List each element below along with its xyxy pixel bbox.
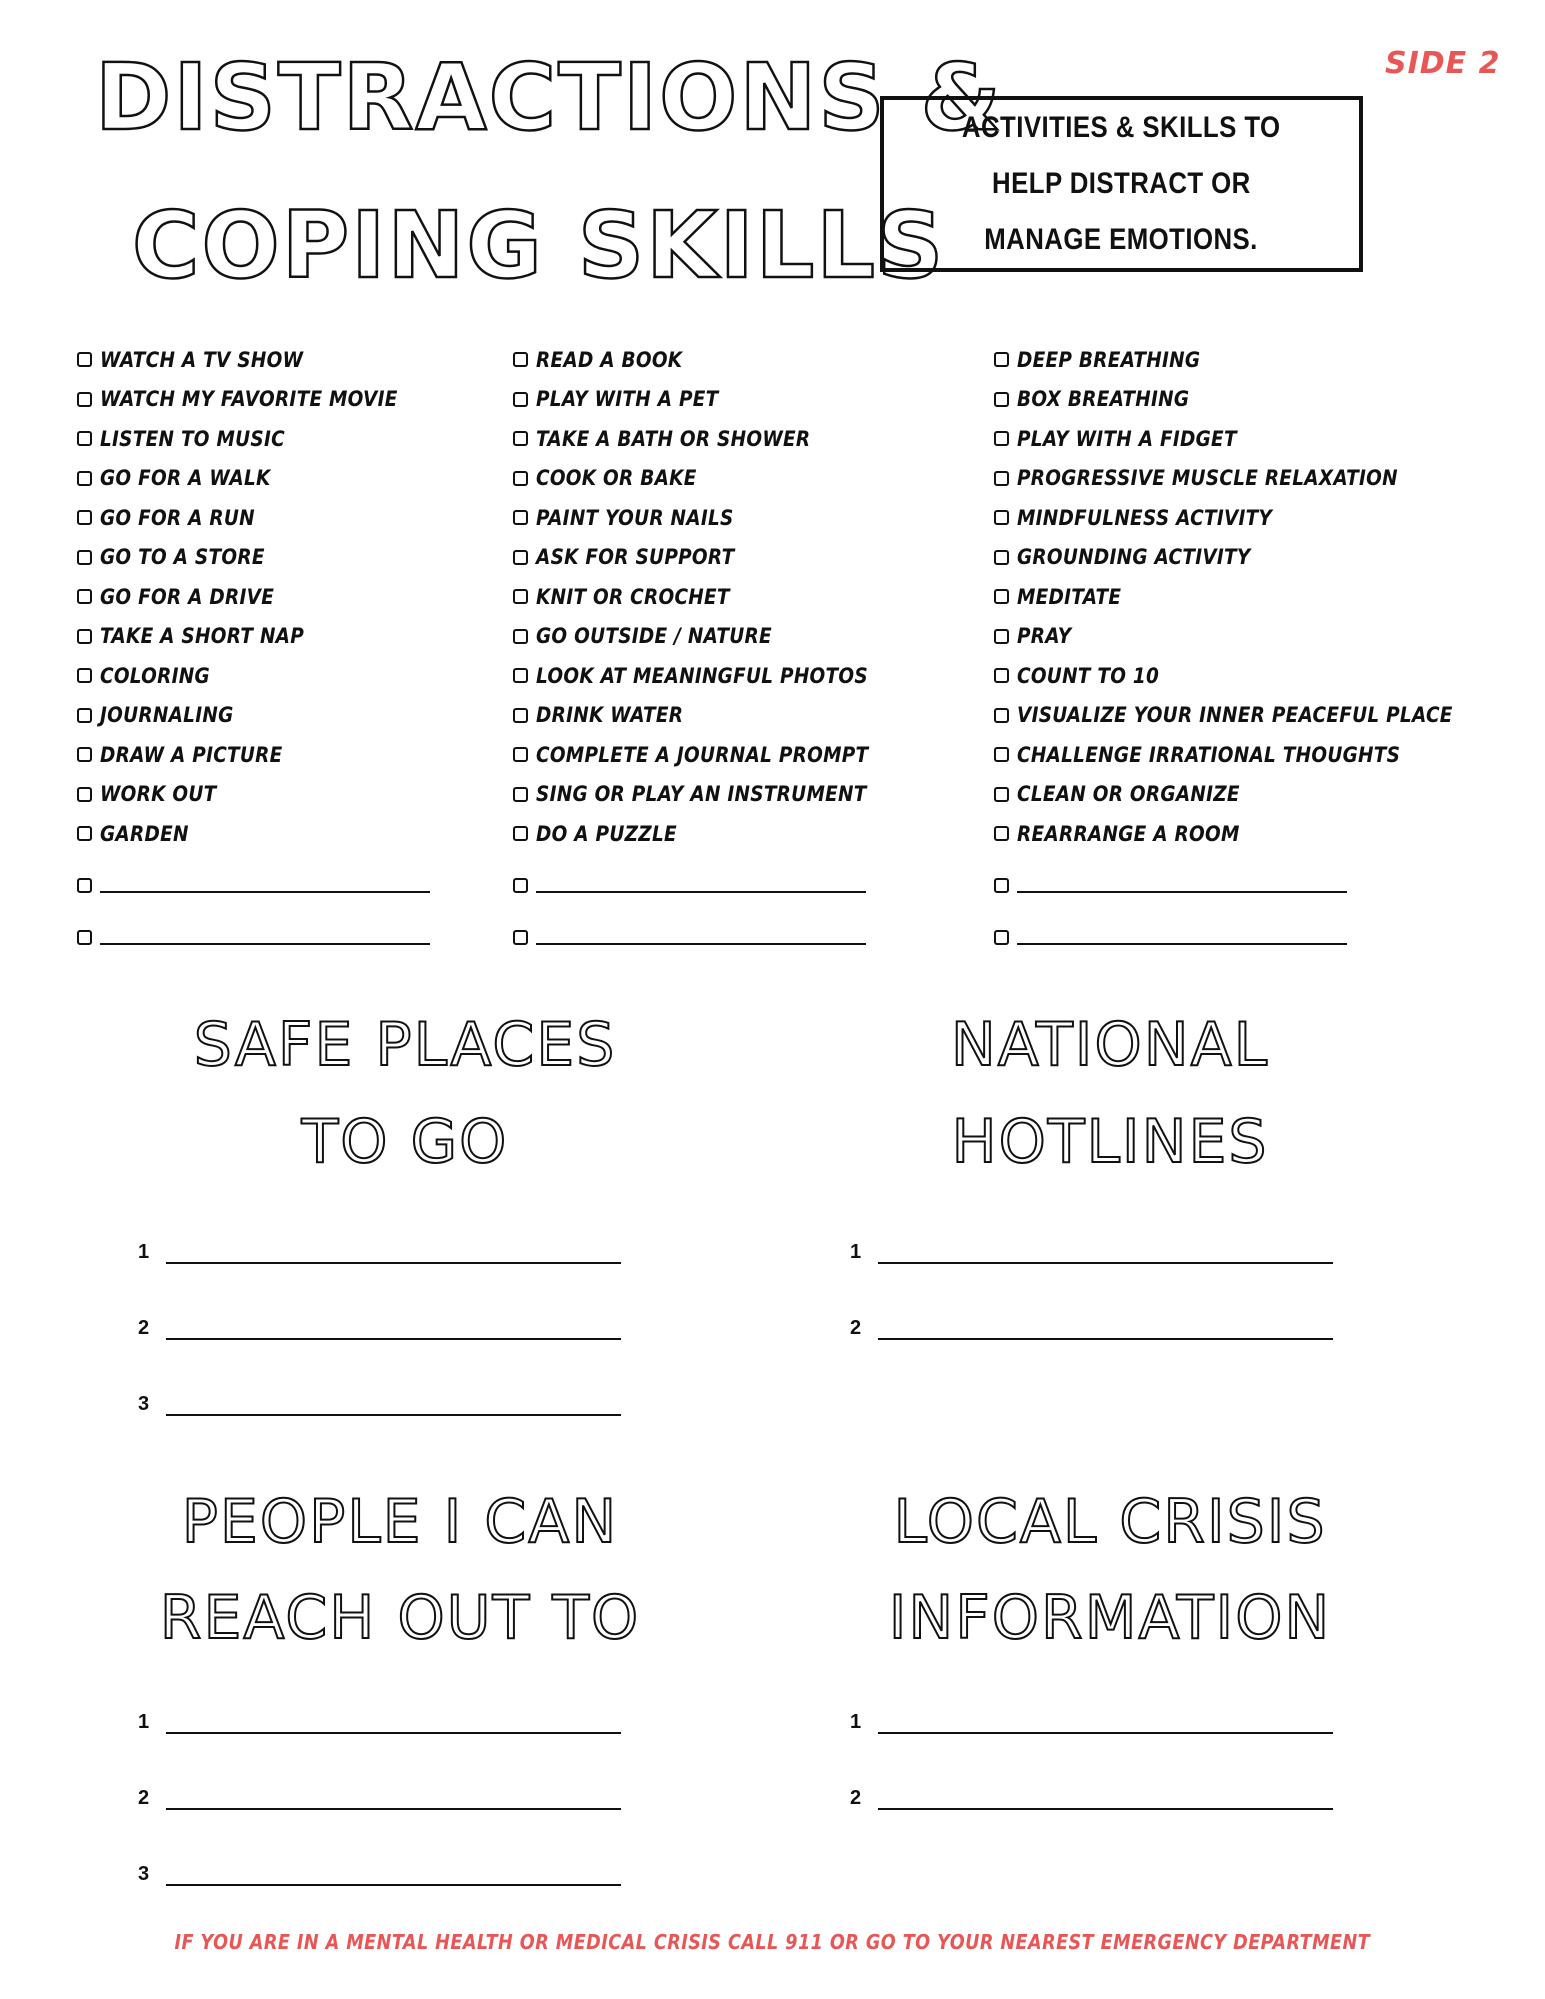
checkbox-icon[interactable] [513, 787, 528, 802]
checklist-column-3 [994, 340, 1512, 945]
checklist-item[interactable]: GROUNDING ACTIVITY [994, 538, 1512, 578]
info-box [880, 96, 1363, 272]
side-label: SIDE 2 [1385, 46, 1501, 81]
local-crisis-title-line-1: LOCAL CRISIS [893, 1487, 1327, 1557]
write-in-line[interactable] [1017, 863, 1347, 893]
checkbox-icon[interactable] [994, 431, 1009, 446]
local-crisis-entry[interactable]: 1 [850, 1710, 1333, 1734]
checkbox-icon[interactable] [513, 747, 528, 762]
safe-place-entry[interactable]: 2 [138, 1316, 621, 1340]
checkbox-icon[interactable] [994, 668, 1009, 683]
write-in-line[interactable] [100, 915, 430, 945]
info-box-line: MANAGE EMOTIONS. [984, 223, 1259, 256]
write-in-line[interactable] [536, 863, 866, 893]
people-title-line-1: PEOPLE I CAN [181, 1487, 619, 1557]
checkbox-icon[interactable] [994, 392, 1009, 407]
checkbox-icon[interactable] [77, 510, 92, 525]
checkbox-icon[interactable] [77, 589, 92, 604]
checklist-item[interactable]: WATCH A TV SHOW [77, 340, 438, 380]
checklist-item[interactable]: LOOK AT MEANINGFUL PHOTOS [513, 656, 914, 696]
checklist-item[interactable]: CHALLENGE IRRATIONAL THOUGHTS [994, 735, 1512, 775]
checkbox-icon[interactable] [77, 787, 92, 802]
write-in-line[interactable] [166, 1392, 621, 1416]
write-in-line[interactable] [878, 1786, 1333, 1810]
local-crisis-title-line-2: INFORMATION [888, 1583, 1332, 1653]
checklist-item[interactable]: PLAY WITH A PET [513, 380, 914, 420]
crisis-footer-note: IF YOU ARE IN A MENTAL HEALTH OR MEDICAL CRISIS CALL 911 OR GO TO YOUR NEAREST EMERGENCY DEPARTMENT [174, 1930, 1371, 1954]
write-in-line[interactable] [536, 915, 866, 945]
people-title-line-2: REACH OUT TO [159, 1583, 641, 1653]
write-in-line[interactable] [100, 863, 430, 893]
checkbox-icon[interactable] [994, 787, 1009, 802]
checklist-item[interactable]: COLORING [77, 656, 438, 696]
checklist-blank-item[interactable] [994, 905, 1512, 945]
checkbox-icon[interactable] [513, 878, 528, 893]
checklist-item[interactable]: REARRANGE A ROOM [994, 814, 1512, 854]
checkbox-icon[interactable] [994, 878, 1009, 893]
write-in-line[interactable] [166, 1786, 621, 1810]
checkbox-icon[interactable] [77, 392, 92, 407]
checkbox-icon[interactable] [994, 930, 1009, 945]
checkbox-icon[interactable] [513, 510, 528, 525]
checklist-item[interactable]: BOX BREATHING [994, 380, 1512, 420]
checklist-item[interactable]: PRAY [994, 617, 1512, 657]
checkbox-icon[interactable] [994, 629, 1009, 644]
checklist-item[interactable]: PLAY WITH A FIDGET [994, 419, 1512, 459]
safe-place-entry[interactable]: 3 [138, 1392, 621, 1416]
checklist-item[interactable]: DEEP BREATHING [994, 340, 1512, 380]
info-box-line: ACTIVITIES & SKILLS TO [962, 111, 1281, 144]
checkbox-icon[interactable] [77, 352, 92, 367]
checklist-item[interactable]: DRINK WATER [513, 696, 914, 736]
checklist-column-1 [77, 340, 438, 945]
checklist-column-2 [513, 340, 914, 945]
checkbox-icon[interactable] [513, 352, 528, 367]
checklist-blank-item[interactable] [994, 854, 1512, 894]
checkbox-icon[interactable] [513, 708, 528, 723]
checklist-item[interactable]: DRAW A PICTURE [77, 735, 438, 775]
checkbox-icon[interactable] [513, 826, 528, 841]
checkbox-icon[interactable] [994, 589, 1009, 604]
write-in-line[interactable] [878, 1316, 1333, 1340]
title-line-2: COPING SKILLS [132, 192, 946, 299]
checkbox-icon[interactable] [77, 550, 92, 565]
checklist-item[interactable]: PAINT YOUR NAILS [513, 498, 914, 538]
checklist-item[interactable]: JOURNALING [77, 696, 438, 736]
checkbox-icon[interactable] [513, 589, 528, 604]
checkbox-icon[interactable] [77, 471, 92, 486]
local-crisis-entry[interactable]: 2 [850, 1786, 1333, 1810]
contact-entry[interactable]: 2 [138, 1786, 621, 1810]
checklist-item[interactable]: SING OR PLAY AN INSTRUMENT [513, 775, 914, 815]
write-in-line[interactable] [166, 1710, 621, 1734]
checklist-item[interactable]: TAKE A BATH OR SHOWER [513, 419, 914, 459]
safe-place-entry[interactable]: 1 [138, 1240, 621, 1264]
checklist-item[interactable]: DO A PUZZLE [513, 814, 914, 854]
checkbox-icon[interactable] [513, 392, 528, 407]
checklist-item[interactable]: MEDITATE [994, 577, 1512, 617]
checkbox-icon[interactable] [77, 747, 92, 762]
checkbox-icon[interactable] [513, 550, 528, 565]
checkbox-icon[interactable] [77, 878, 92, 893]
hotlines-title-line-1: NATIONAL [950, 1010, 1270, 1080]
checklist-item[interactable]: GO TO A STORE [77, 538, 438, 578]
write-in-line[interactable] [166, 1316, 621, 1340]
safe-places-title-line-1: SAFE PLACES [193, 1010, 617, 1080]
checklist-item[interactable]: GO FOR A DRIVE [77, 577, 438, 617]
contact-entry[interactable]: 1 [138, 1710, 621, 1734]
checklist-blank-item[interactable] [513, 905, 914, 945]
checkbox-icon[interactable] [513, 431, 528, 446]
checkbox-icon[interactable] [994, 826, 1009, 841]
hotline-entry[interactable]: 2 [850, 1316, 1333, 1340]
checkbox-icon[interactable] [994, 747, 1009, 762]
checkbox-icon[interactable] [513, 668, 528, 683]
write-in-line[interactable] [878, 1240, 1333, 1264]
safe-places-title-line-2: TO GO [301, 1107, 509, 1177]
info-box-line: HELP DISTRACT OR [992, 167, 1251, 200]
checklist-item[interactable]: PROGRESSIVE MUSCLE RELAXATION [994, 459, 1512, 499]
contact-entry[interactable]: 3 [138, 1862, 621, 1886]
hotline-entry[interactable]: 1 [850, 1240, 1333, 1264]
checkbox-icon[interactable] [513, 471, 528, 486]
checklist-item[interactable]: LISTEN TO MUSIC [77, 419, 438, 459]
checklist-item[interactable]: GARDEN [77, 814, 438, 854]
checklist-item[interactable]: TAKE A SHORT NAP [77, 617, 438, 657]
checklist-item[interactable]: KNIT OR CROCHET [513, 577, 914, 617]
checkbox-icon[interactable] [994, 550, 1009, 565]
checklist-item[interactable]: WORK OUT [77, 775, 438, 815]
checkbox-icon[interactable] [513, 629, 528, 644]
checklist-blank-item[interactable] [77, 854, 438, 894]
checkbox-icon[interactable] [77, 930, 92, 945]
write-in-line[interactable] [1017, 915, 1347, 945]
write-in-line[interactable] [878, 1710, 1333, 1734]
hotlines-title-line-2: HOTLINES [951, 1107, 1269, 1177]
checkbox-icon[interactable] [994, 352, 1009, 367]
checklist-blank-item[interactable] [77, 905, 438, 945]
checklist-blank-item[interactable] [513, 854, 914, 894]
checkbox-icon[interactable] [77, 826, 92, 841]
checkbox-icon[interactable] [77, 668, 92, 683]
checklist-item[interactable]: COMPLETE A JOURNAL PROMPT [513, 735, 914, 775]
title-line-1: DISTRACTIONS & [95, 44, 1003, 151]
checkbox-icon[interactable] [77, 629, 92, 644]
write-in-line[interactable] [166, 1862, 621, 1886]
checklist-item[interactable]: WATCH MY FAVORITE MOVIE [77, 380, 438, 420]
checkbox-icon[interactable] [77, 431, 92, 446]
checkbox-icon[interactable] [77, 708, 92, 723]
checklist-item[interactable]: COUNT TO 10 [994, 656, 1512, 696]
checkbox-icon[interactable] [513, 930, 528, 945]
checklist-item[interactable]: CLEAN OR ORGANIZE [994, 775, 1512, 815]
checklist-item[interactable]: MINDFULNESS ACTIVITY [994, 498, 1512, 538]
checkbox-icon[interactable] [994, 708, 1009, 723]
checkbox-icon[interactable] [994, 471, 1009, 486]
checklist-item[interactable]: COOK OR BAKE [513, 459, 914, 499]
checklist-item[interactable]: READ A BOOK [513, 340, 914, 380]
write-in-line[interactable] [166, 1240, 621, 1264]
checklist-item[interactable]: GO FOR A WALK [77, 459, 438, 499]
checklist-item[interactable]: GO OUTSIDE / NATURE [513, 617, 914, 657]
checklist-item[interactable]: ASK FOR SUPPORT [513, 538, 914, 578]
checklist-item[interactable]: VISUALIZE YOUR INNER PEACEFUL PLACE [994, 696, 1512, 736]
checklist-item[interactable]: GO FOR A RUN [77, 498, 438, 538]
checkbox-icon[interactable] [994, 510, 1009, 525]
